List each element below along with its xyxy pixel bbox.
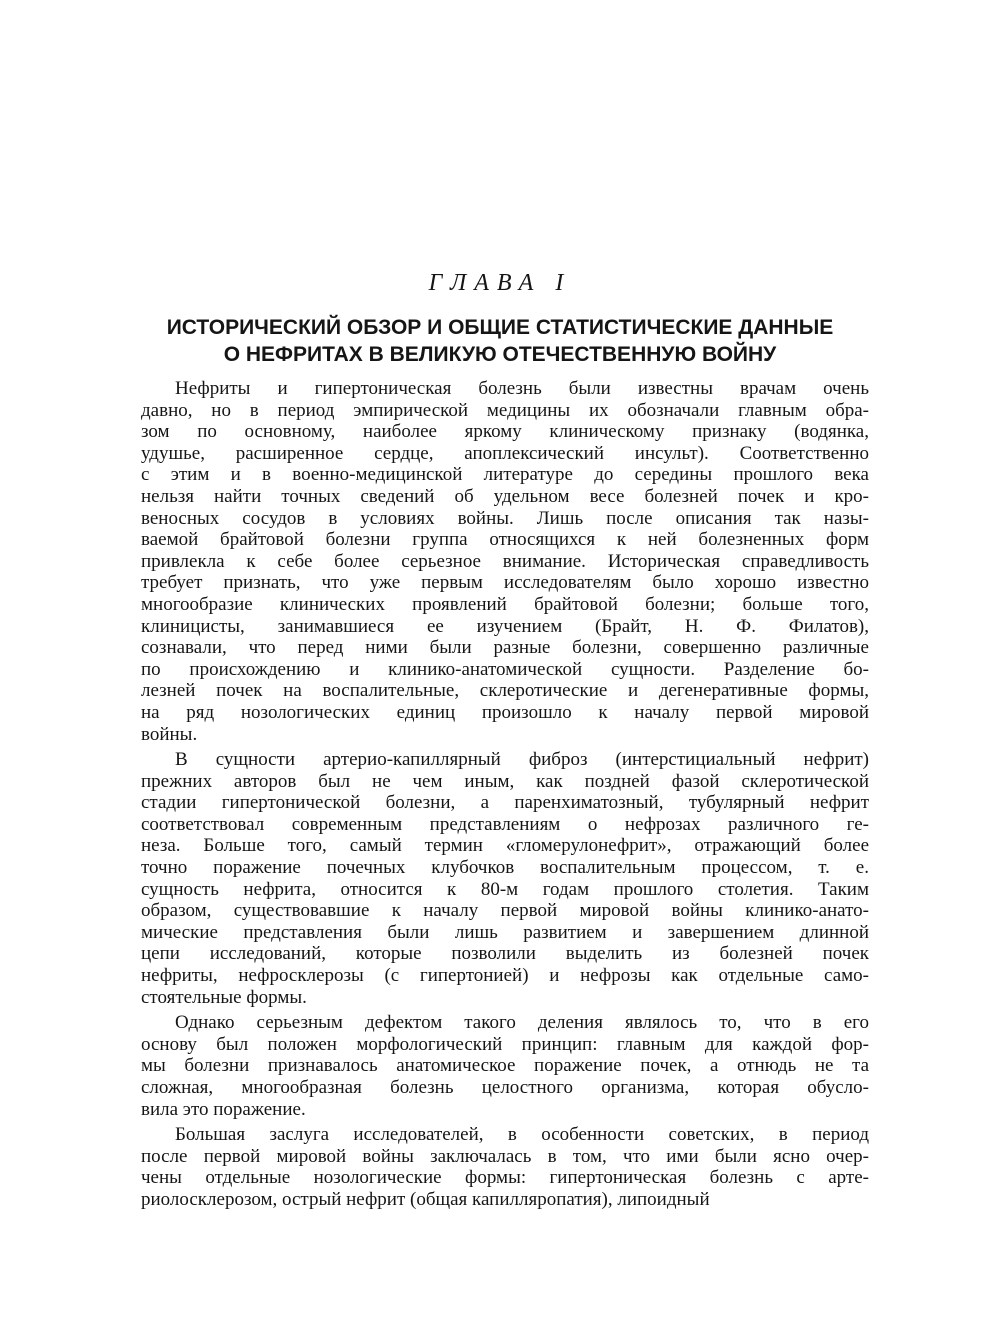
paragraph (141, 1012, 869, 1120)
text-line: лезней почек на воспалительные, склеротические и дегенеративные формы, (141, 680, 869, 702)
text-line: после первой мировой войны заключалась в том, что ими были ясно очер- (141, 1145, 869, 1167)
text-line: сущность нефрита, относится к 80-м годам прошлого столетия. Таким (141, 878, 869, 900)
chapter-title-line: О НЕФРИТАХ В ВЕЛИКУЮ ОТЕЧЕСТВЕННУЮ ВОЙНУ (223, 343, 777, 366)
chapter-heading: ГЛАВА I (428, 270, 572, 296)
text-line: зом по основному, наиболее яркому клиническому признаку (водянка, (141, 421, 869, 443)
text-line: Однако серьезным дефектом такого деления являлось то, что в его (175, 1012, 869, 1034)
text-line: чены отдельные нозологические формы: гипертоническая болезнь с арте- (141, 1167, 869, 1189)
text-line: требует признать, что уже первым исследователям было хорошо известно (141, 572, 869, 594)
text-line: войны. (141, 723, 198, 745)
text-line: с этим и в военно-медицинской литературе до середины прошлого века (141, 464, 869, 486)
chapter-title-line: ИСТОРИЧЕСКИЙ ОБЗОР И ОБЩИЕ СТАТИСТИЧЕСКИЕ ДАННЫЕ (166, 316, 834, 339)
text-line: удушье, расширенное сердце, апоплексический инсульт). Соответственно (141, 442, 869, 464)
text-line: нефриты, нефросклерозы (с гипертонией) и нефрозы как отдельные само- (141, 965, 869, 987)
text-line: веносных сосудов в условиях войны. Лишь после описания так назы- (141, 507, 869, 529)
text-line: давно, но в период эмпирической медицины их обозначали главным обра- (141, 399, 869, 421)
text-line: В сущности артерио-капиллярный фиброз (интерстициальный нефрит) (175, 749, 869, 771)
text-line: Большая заслуга исследователей, в особенности советских, в период (175, 1124, 869, 1146)
text-line: мические представления были лишь развитием и завершением длинной (141, 921, 869, 943)
text-line: стадии гипертонической болезни, а паренхиматозный, тубулярный нефрит (141, 792, 869, 814)
text-line: привлекла к себе более серьезное внимание. Историческая справедливость (141, 550, 869, 572)
text-line: на ряд нозологических единиц произошло к началу первой мировой (141, 701, 869, 723)
text-line: основу был положен морфологический принцип: главным для каждой фор- (141, 1033, 869, 1055)
text-line: мы болезни признавалось анатомическое поражение почек, а отнюдь не та (141, 1055, 869, 1077)
text-line: цепи исследований, которые позволили выделить из болезней почек (141, 943, 869, 965)
text-line: риолосклерозом, острый нефрит (общая капилляропатия), липоидный (141, 1188, 710, 1210)
text-line: ваемой брайтовой болезни группа относящихся к ней болезненных форм (141, 529, 869, 551)
text-line: многообразие клинических проявлений брайтовой болезни; больше того, (141, 593, 869, 615)
text-line: точно поражение почечных клубочков воспалительным процессом, т. е. (141, 857, 869, 879)
text-line: образом, существовавшие к началу первой мировой войны клинико-анато- (141, 900, 869, 922)
text-line: клиницисты, занимавшиеся ее изучением (Брайт, Н. Ф. Филатов), (141, 615, 869, 637)
text-line: неза. Больше того, самый термин «гломерулонефрит», отражающий более (141, 835, 869, 857)
paragraph (141, 749, 869, 1008)
text-line: стоятельные формы. (141, 986, 307, 1008)
paragraph (141, 378, 869, 745)
text-line: Нефриты и гипертоническая болезнь были известны врачам очень (175, 378, 869, 399)
text-line: сложная, многообразная болезнь целостного организма, которая обусло- (141, 1077, 869, 1098)
paragraph (141, 1124, 869, 1210)
chapter-title (120, 314, 880, 368)
text-line: вила это поражение. (141, 1098, 306, 1120)
text-line: прежних авторов был не чем иным, как поздней фазой склеротической (141, 770, 869, 792)
text-line: соответствовал современным представлениям о нефрозах различного ге- (141, 813, 869, 835)
text-line: нельзя найти точных сведений об удельном весе болезней почек и кро- (141, 485, 869, 507)
body-text (141, 378, 869, 1211)
text-line: по происхождению и клинико-анатомической сущности. Разделение бо- (141, 658, 869, 680)
text-line: сознавали, что перед ними были разные болезни, совершенно различные (141, 637, 869, 659)
